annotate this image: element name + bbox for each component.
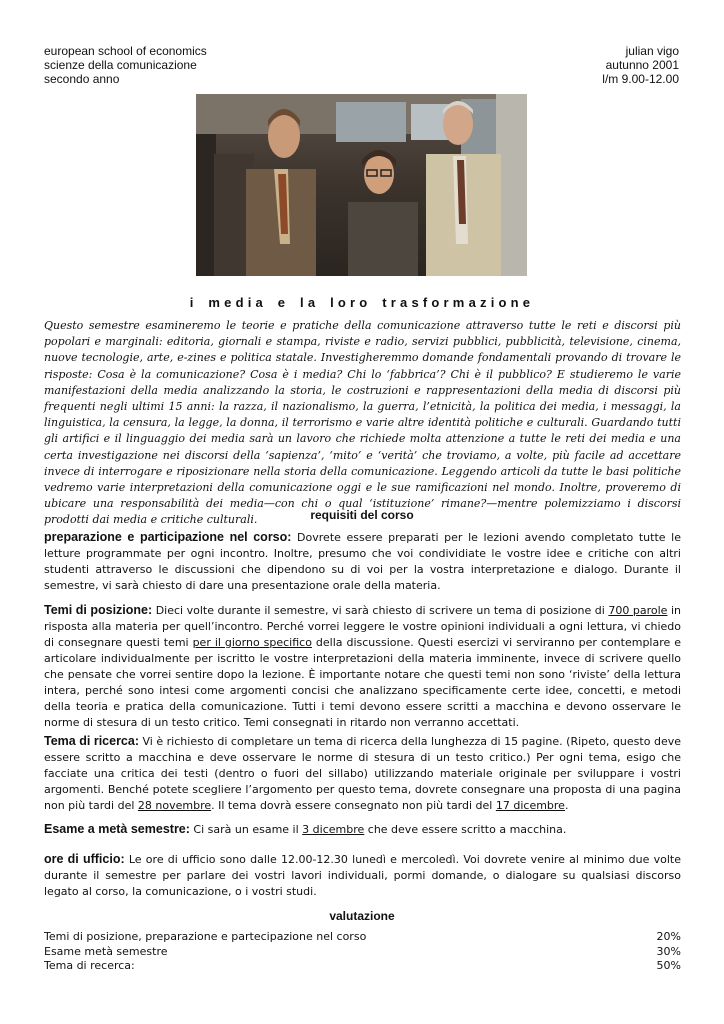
section-preparation bbox=[44, 529, 681, 594]
header-left bbox=[44, 44, 207, 86]
paper-due-date: 17 dicembre bbox=[495, 799, 565, 812]
grading-row bbox=[44, 945, 681, 960]
midterm-text-1: Ci sarà un esame il bbox=[189, 823, 303, 836]
midterm-label: Esame a metà semestre: bbox=[44, 822, 190, 836]
position-papers-text-3: della discussione. Questi esercizi vi serviranno per contemplare e articolare individualmente per iscritto le vostre interpretazioni della materia imminente, invece di scrivere quello che pensate che vorrei sentire dopo la lezione. È importante notare che questi temi non sono ‘riviste’ della lettura intera, perché sono intesi come argomenti concisi che analizzano specificamente certe idee, concetti, e metodi della teoria e pratica della comunicazione. Tutti i temi devono essere scritti a macchina e devono osservare le norme di stesura di un testo critico. Temi consegnati in ritardo non verranno accettati. bbox=[44, 636, 681, 729]
office-hours-text: Le ore di ufficio sono dalle 12.00-12.30 lunedì e mercoledì. Voi dovrete venire al minimo due volte durante il semestre per parlare dei vostri lavori individuali, pormi domande, o dialogare su qualsiasi discorso legato al corso, la comunicazione, o i vostri studi. bbox=[44, 853, 681, 898]
grading-table bbox=[44, 930, 681, 974]
deadline-note: per il giorno specifico bbox=[192, 636, 312, 649]
office-hours-label: ore di ufficio: bbox=[44, 852, 125, 866]
school-name: european school of economics bbox=[44, 44, 207, 58]
grading-item: Temi di posizione, preparazione e partecipazione nel corso bbox=[44, 930, 367, 943]
research-paper-label: Tema di ricerca: bbox=[44, 734, 139, 748]
research-paper-text-3: . bbox=[564, 799, 569, 812]
section-office-hours bbox=[44, 851, 681, 900]
section-research-paper bbox=[44, 733, 681, 814]
section-position-papers bbox=[44, 602, 681, 731]
grading-percent: 50% bbox=[656, 959, 681, 972]
preparation-label: preparazione e participazione nel corso: bbox=[44, 530, 292, 544]
course-title: i media e la loro trasformazione bbox=[189, 295, 535, 310]
grading-row bbox=[44, 959, 681, 974]
department-name: scienze della comunicazione bbox=[44, 58, 197, 72]
term: autunno 2001 bbox=[605, 58, 679, 72]
photo-illustration bbox=[196, 94, 527, 276]
grading-item: Esame metà semestre bbox=[44, 944, 168, 958]
section-midterm bbox=[44, 821, 681, 838]
grading-percent: 20% bbox=[656, 930, 681, 943]
grading-percent: 30% bbox=[656, 944, 681, 958]
instructor-name: julian vigo bbox=[625, 44, 679, 58]
position-papers-text-1: Dieci volte durante il semestre, vi sarà chiesto di scrivere un tema di posizione di bbox=[152, 604, 609, 617]
midterm-text-2: che deve essere scritto a macchina. bbox=[364, 823, 567, 836]
position-papers-label: Temi di posizione: bbox=[44, 603, 153, 617]
research-paper-text-2: . Il tema dovrà essere consegnato non più tardi del bbox=[211, 799, 496, 812]
year-level: secondo anno bbox=[44, 72, 120, 86]
grading-item: Tema di recerca: bbox=[44, 959, 135, 972]
schedule: l/m 9.00-12.00 bbox=[602, 72, 679, 86]
course-description: Questo semestre esamineremo le teorie e pratiche della comunicazione attraverso tutte le reti e discorsi più popolari e marginali: editoria, giornali e stampa, riviste e radio, servizi pubblici, pubblicità, televisione, cinema, nuove tecnologie, arte, e-zines e politica statale. Investigheremmo domande fondamentali provando di trovare le risposte: Cosa è la comunicazione? Cosa è i media? Chi lo ‘fabbrica’? Chi è il pubblico? E studieremo le varie manifestazioni della media analizzando la storia, le costruzioni e rappresentazioni della media di discorsi più frequenti negli ultimi 15 anni: la razza, il nazionalismo, la guerra, l’etnicità, la politica dei media, i messaggi, la linguistica, la censura, la legge, la donna, il terrorismo e varie altre identità politiche e culturali. Guardando tutti gli artifici e il linguaggio dei media sarà un lavoro che richiede molta attenzione a tutte le reti dei media e una certa investigazione nei discorsi della ‘sapienza’, ‘mito’ e ‘verità’ che troviamo, a volte, più facile ad accettare invece di interrogare e riposizionare nella storia della comunicazione. Leggendo articoli da tutte le basi politiche vedremo varie interpretazioni della comunicazione oggi e le sue ramificazioni nel mondo. Inoltre, proveremo di ubicare una responsabilità dei media—con chi o qual ‘istituzione’ rimane?—mentre polemizziamo i discorsi prodotti dai media e critiche culturali. bbox=[44, 319, 681, 527]
proposal-date: 28 novembre bbox=[137, 799, 212, 812]
preparation-text: Dovrete essere preparati per le lezioni avendo completato tutte le letture programmate per ogni incontro. Inoltre, presumo che voi condividiate le vostre idee e critiche con altri studenti attraverso le discussioni che dipendono su di voi per la vostra interpretazione e dialogo. Durante il semestre, vi sarà chiesto di dare una presentazione orale della materia. bbox=[44, 531, 681, 592]
word-count: 700 parole bbox=[608, 604, 668, 617]
midterm-date: 3 dicembre bbox=[302, 823, 365, 836]
requirements-heading: requisiti del corso bbox=[310, 508, 414, 522]
grading-heading: valutazione bbox=[329, 909, 395, 923]
grading-row bbox=[44, 930, 681, 945]
research-paper-text-1: Vi è richiesto di completare un tema di ricerca della lunghezza di 15 pagine. (Ripeto, questo deve essere scritto a macchina e deve osservare le norme di stesura di un testo critico.) Per ogni tema, esigo che facciate una critica dei testi (dentro o fuori del sillabo) utilizzando materiale originale per sviluppare i vostri argomenti. Benché potete scegliere l’argomento per questo tema, dovrete consegnare una proposta di una pagina non più tardi del bbox=[44, 735, 681, 812]
header-right bbox=[602, 44, 679, 86]
position-papers-text-2: in risposta alla materia per quell’incontro. Perché vorrei leggere le vostre opinioni individuali a ogni lettura, vi chiedo di consegnare questi temi bbox=[44, 604, 681, 649]
film-still-photo bbox=[196, 94, 527, 276]
